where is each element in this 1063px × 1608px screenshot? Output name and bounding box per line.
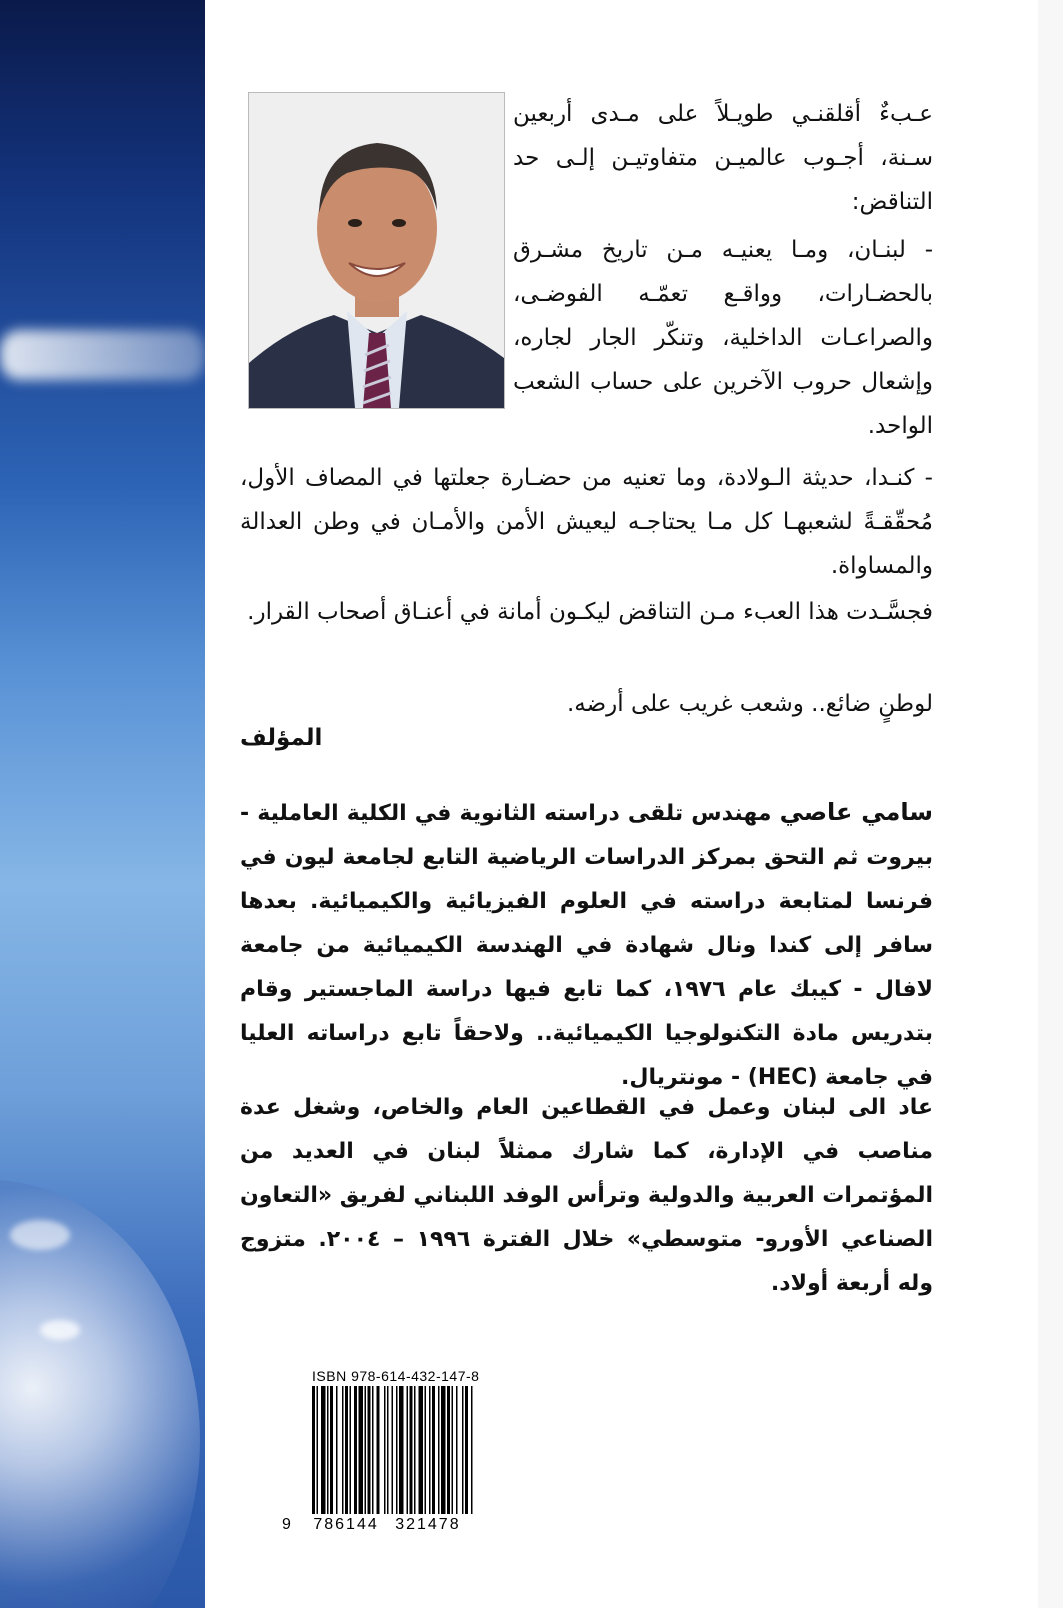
bio-paragraph-2: عاد الى لبنان وعمل في القطاعين العام والخاص، وشغل عدة مناصب في الإدارة، كما شارك ممثلاً لبنان في العديد من المؤتمرات العربية والدولية وترأس الوفد اللبناني لفريق «التعاون الصناعي الأورو- متوسطي» خلال الفترة ١٩٩٦ – ٢٠٠٤. متزوج وله أربعة أولاد. (240, 1095, 933, 1296)
barcode-bar (327, 1386, 329, 1514)
barcode-bar (410, 1386, 413, 1514)
barcode-bar (354, 1386, 357, 1514)
intro-paragraph-4: فجسَّـدت هذا العبء مـن التناقض ليكـون أمانة في أعنـاق أصحاب القرار. (247, 599, 933, 625)
barcode-bar (419, 1386, 424, 1514)
bio-paragraph-1 (240, 790, 933, 1100)
barcode-bar (447, 1386, 450, 1514)
barcode-bar (387, 1386, 389, 1514)
isbn-barcode (282, 1368, 532, 1543)
isbn-label: ISBN 978-614-432-147-8 (312, 1368, 480, 1384)
author-name: سامي عاصي (779, 798, 933, 826)
barcode-bar (336, 1386, 338, 1514)
barcode-bar (345, 1386, 348, 1514)
contrail-decoration (0, 330, 205, 380)
cover-side-strip (0, 0, 205, 1608)
barcode-bar (396, 1386, 398, 1514)
barcode-bars (312, 1386, 532, 1514)
barcode-bar (384, 1386, 386, 1514)
barcode-bar (456, 1386, 458, 1514)
barcode-bar (407, 1386, 409, 1514)
page-edge (1038, 0, 1063, 1608)
barcode-bar (330, 1386, 333, 1514)
barcode-bar (312, 1386, 315, 1514)
barcode-bar (359, 1386, 364, 1514)
intro-paragraph-1: عـبءٌ أقلقنـي طويـلاً على مـدى أربعين سـنة، أجـوب عالميـن متفاوتيـن إلـى حد التناقض: (513, 101, 933, 215)
bio-paragraph-1-text: مهندس تلقى دراسته الثانوية في الكلية العاملية - بيروت ثم التحق بمركز الدراسات الرياضية التابع لجامعة ليون في فرنسا لمتابعة دراسته في العلوم الفيزيائية والكيميائية. بعدها سافر إلى كندا ونال شهادة في الهندسة الكيميائية من جامعة لافال - كيبك عام ١٩٧٦، كما تابع فيها دراسة الماجستير وقام بتدريس مادة التكنولوجيا الكيميائية.. ولاحقاً تابع دراساته العليا في جامعة (HEC) - مونتريال. (240, 801, 934, 1090)
author-signature: المؤلف (240, 725, 323, 751)
barcode-bar (365, 1386, 367, 1514)
intro-paragraph-2: - لبنـان، ومـا يعنيـه مـن تاريخ مشـرق بالحضـارات، وواقـع تعمّـه الفوضـى، والصراعـات الداخلية، وتنكّر الجار لجاره، وإشعال حروب الآخرين على حساب الشعب الواحد. (513, 237, 933, 439)
barcode-bar (462, 1386, 464, 1514)
barcode-bar (432, 1386, 435, 1514)
intro-paragraph-3: - كنـدا، حديثة الـولادة، وما تعنيه من حضـارة جعلتها في المصاف الأول، مُحقّقـةً لشعبهـا كل مـا يحتاجـه ليعيش الأمن والأمـان في وطن العدالة والمساواة. (240, 465, 933, 579)
barcode-bar (414, 1386, 416, 1514)
barcode-bar (471, 1386, 473, 1514)
barcode-bar (392, 1386, 394, 1514)
barcode-digits-right: 321478 (395, 1516, 461, 1533)
barcode-bar (372, 1386, 374, 1514)
author-photo (248, 92, 505, 409)
barcode-bar (429, 1386, 431, 1514)
barcode-bar (350, 1386, 352, 1514)
barcode-bar (441, 1386, 446, 1514)
barcode-bar (342, 1386, 344, 1514)
barcode-bar (425, 1386, 427, 1514)
barcode-bar (399, 1386, 404, 1514)
earth-globe-decoration (0, 1180, 200, 1608)
barcode-bar (438, 1386, 440, 1514)
barcode-bar (452, 1386, 454, 1514)
barcode-bar (368, 1386, 371, 1514)
barcode-bar (465, 1386, 468, 1514)
barcode-digits (282, 1516, 461, 1534)
barcode-bar (321, 1386, 326, 1514)
barcode-digits-left: 786144 (313, 1516, 379, 1533)
barcode-bar (317, 1386, 319, 1514)
intro-paragraph-5: لوطنٍ ضائع.. وشعب غريب على أرضه. (566, 691, 933, 717)
barcode-digit-first: 9 (282, 1516, 291, 1533)
barcode-bar (377, 1386, 380, 1514)
